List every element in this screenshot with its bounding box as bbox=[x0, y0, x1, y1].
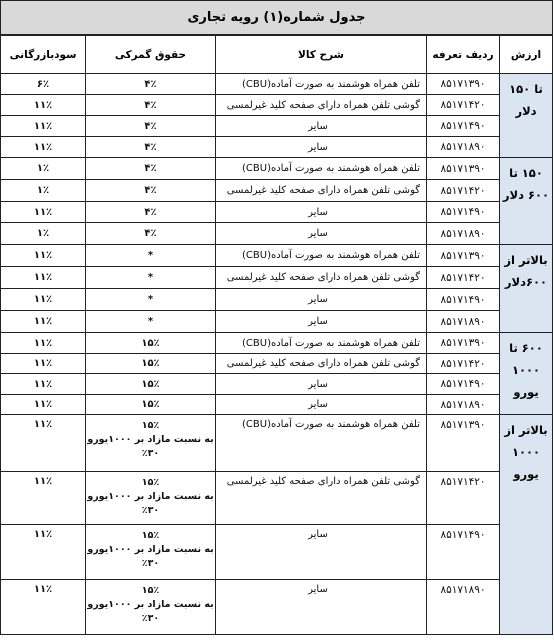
customs-duty: ۴٪ bbox=[85, 157, 216, 180]
product-description: تلفن همراه هوشمند به صورت آماده(CBU) bbox=[215, 244, 427, 267]
commercial-profit: ۱۱٪ bbox=[0, 394, 86, 415]
group-label: تا ۱۵۰ دلار bbox=[499, 73, 553, 158]
commercial-profit: ۱۱٪ bbox=[0, 471, 86, 525]
commercial-profit: ۱۱٪ bbox=[0, 524, 86, 580]
customs-duty: ۴٪ bbox=[85, 179, 216, 202]
header-profit: سودبازرگانی bbox=[0, 35, 86, 74]
tariff-code: ۸۵۱۷۱۴۹۰ bbox=[426, 201, 500, 223]
tariff-code: ۸۵۱۷۱۳۹۰ bbox=[426, 244, 500, 267]
table-title: جدول شماره(۱) رویه تجاری bbox=[0, 0, 553, 35]
tariff-code: ۸۵۱۷۱۴۲۰ bbox=[426, 353, 500, 374]
customs-duty: ۱۵٪ bbox=[85, 394, 216, 415]
commercial-profit: ۱۱٪ bbox=[0, 266, 86, 289]
tariff-code: ۸۵۱۷۱۸۹۰ bbox=[426, 394, 500, 415]
product-description: گوشی تلفن همراه دارای صفحه کلید غیرلمسی bbox=[215, 266, 427, 289]
product-description: سایر bbox=[215, 222, 427, 245]
customs-duty bbox=[85, 579, 216, 635]
customs-duty: * bbox=[85, 244, 216, 267]
product-description: سایر bbox=[215, 115, 427, 137]
commercial-profit: ۱۱٪ bbox=[0, 94, 86, 116]
customs-rate: ۱۵٪ bbox=[141, 420, 160, 431]
commercial-profit: ۱۱٪ bbox=[0, 353, 86, 374]
customs-duty: ۴٪ bbox=[85, 201, 216, 223]
tariff-code: ۸۵۱۷۱۳۹۰ bbox=[426, 73, 500, 95]
customs-rate: ۱۵٪ bbox=[141, 530, 160, 541]
tariff-code: ۸۵۱۷۱۴۹۰ bbox=[426, 288, 500, 311]
commercial-profit: ۱۱٪ bbox=[0, 288, 86, 311]
customs-note: به نسبت مازاد بر ۱۰۰۰یورو ۳۰٪ bbox=[87, 491, 214, 516]
product-description: گوشی تلفن همراه دارای صفحه کلید غیرلمسی bbox=[215, 94, 427, 116]
group-label: ۱۵۰ تا ۶۰۰ دلار bbox=[499, 157, 553, 245]
commercial-profit: ۱۱٪ bbox=[0, 579, 86, 635]
product-description: سایر bbox=[215, 579, 427, 635]
customs-duty: ۱۵٪ bbox=[85, 373, 216, 395]
customs-duty: ۴٪ bbox=[85, 73, 216, 95]
customs-duty: * bbox=[85, 310, 216, 333]
customs-rate: ۱۵٪ bbox=[141, 477, 160, 488]
product-description: تلفن همراه هوشمند به صورت آماده(CBU) bbox=[215, 414, 427, 472]
tariff-code: ۸۵۱۷۱۸۹۰ bbox=[426, 136, 500, 158]
tariff-code: ۸۵۱۷۱۳۹۰ bbox=[426, 157, 500, 180]
header-description: شرح کالا bbox=[215, 35, 427, 74]
tariff-code: ۸۵۱۷۱۴۹۰ bbox=[426, 115, 500, 137]
commercial-profit: ۶٪ bbox=[0, 73, 86, 95]
tariff-code: ۸۵۱۷۱۴۲۰ bbox=[426, 266, 500, 289]
header-customs: حقوق گمرکی bbox=[85, 35, 216, 74]
commercial-profit: ۱۱٪ bbox=[0, 373, 86, 395]
commercial-profit: ۱۱٪ bbox=[0, 244, 86, 267]
product-description: سایر bbox=[215, 288, 427, 311]
customs-note: به نسبت مازاد بر ۱۰۰۰یورو ۳۰٪ bbox=[87, 544, 214, 569]
tariff-code: ۸۵۱۷۱۸۹۰ bbox=[426, 310, 500, 333]
product-description: سایر bbox=[215, 310, 427, 333]
product-description: گوشی تلفن همراه دارای صفحه کلید غیرلمسی bbox=[215, 179, 427, 202]
customs-duty: ۱۵٪ bbox=[85, 353, 216, 374]
header-tariff: ردیف تعرفه bbox=[426, 35, 500, 74]
group-label: بالاتر از ۱۰۰۰ یورو bbox=[499, 414, 553, 635]
commercial-profit: ۱٪ bbox=[0, 222, 86, 245]
product-description: تلفن همراه هوشمند به صورت آماده(CBU) bbox=[215, 157, 427, 180]
product-description: گوشی تلفن همراه دارای صفحه کلید غیرلمسی bbox=[215, 471, 427, 525]
tariff-code: ۸۵۱۷۱۳۹۰ bbox=[426, 414, 500, 472]
customs-note: به نسبت مازاد بر ۱۰۰۰یورو ۳۰٪ bbox=[87, 434, 214, 459]
tariff-code: ۸۵۱۷۱۴۲۰ bbox=[426, 179, 500, 202]
tariff-code: ۸۵۱۷۱۸۹۰ bbox=[426, 579, 500, 635]
tariff-code: ۸۵۱۷۱۳۹۰ bbox=[426, 332, 500, 354]
commercial-profit: ۱۱٪ bbox=[0, 332, 86, 354]
customs-duty: ۴٪ bbox=[85, 94, 216, 116]
commercial-profit: ۱۱٪ bbox=[0, 115, 86, 137]
customs-rate: ۱۵٪ bbox=[141, 585, 160, 596]
customs-duty bbox=[85, 524, 216, 580]
product-description: سایر bbox=[215, 373, 427, 395]
tariff-code: ۸۵۱۷۱۴۹۰ bbox=[426, 373, 500, 395]
customs-duty: * bbox=[85, 288, 216, 311]
group-label: بالاتر از ۶۰۰دلار bbox=[499, 244, 553, 333]
product-description: تلفن همراه هوشمند به صورت آماده(CBU) bbox=[215, 73, 427, 95]
product-description: سایر bbox=[215, 136, 427, 158]
customs-duty: ۴٪ bbox=[85, 115, 216, 137]
commercial-profit: ۱۱٪ bbox=[0, 136, 86, 158]
product-description: تلفن همراه هوشمند به صورت آماده(CBU) bbox=[215, 332, 427, 354]
commercial-profit: ۱٪ bbox=[0, 179, 86, 202]
tariff-code: ۸۵۱۷۱۴۲۰ bbox=[426, 94, 500, 116]
customs-duty: ۱۵٪ bbox=[85, 332, 216, 354]
product-description: سایر bbox=[215, 524, 427, 580]
customs-note: به نسبت مازاد بر ۱۰۰۰یورو ۳۰٪ bbox=[87, 599, 214, 624]
product-description: سایر bbox=[215, 201, 427, 223]
header-value: ارزش bbox=[499, 35, 553, 74]
commercial-profit: ۱۱٪ bbox=[0, 201, 86, 223]
tariff-code: ۸۵۱۷۱۸۹۰ bbox=[426, 222, 500, 245]
customs-duty bbox=[85, 414, 216, 472]
tariff-code: ۸۵۱۷۱۴۲۰ bbox=[426, 471, 500, 525]
product-description: گوشی تلفن همراه دارای صفحه کلید غیرلمسی bbox=[215, 353, 427, 374]
product-description: سایر bbox=[215, 394, 427, 415]
commercial-profit: ۱۱٪ bbox=[0, 310, 86, 333]
customs-duty bbox=[85, 471, 216, 525]
commercial-profit: ۱٪ bbox=[0, 157, 86, 180]
customs-duty: ۴٪ bbox=[85, 136, 216, 158]
commercial-profit: ۱۱٪ bbox=[0, 414, 86, 472]
customs-duty: ۴٪ bbox=[85, 222, 216, 245]
customs-duty: * bbox=[85, 266, 216, 289]
group-label: ۶۰۰ تا ۱۰۰۰ یورو bbox=[499, 332, 553, 415]
tariff-code: ۸۵۱۷۱۴۹۰ bbox=[426, 524, 500, 580]
